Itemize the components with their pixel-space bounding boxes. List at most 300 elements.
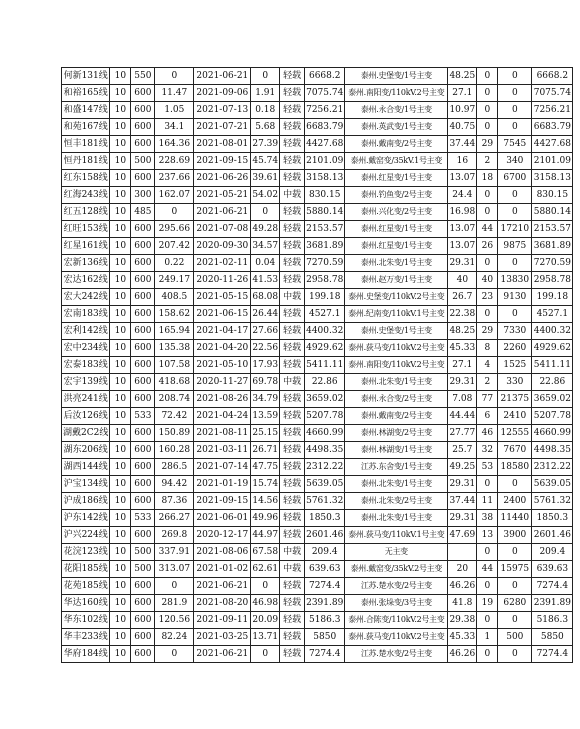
cell-line-name: 洪亮241线: [62, 391, 110, 408]
cell-count: 18: [477, 170, 498, 187]
table-row: [62, 306, 573, 323]
cell-substation-rate: 48.25: [448, 323, 477, 340]
cell-rated-capacity: 600: [131, 595, 155, 612]
cell-available: 3158.13: [532, 170, 573, 187]
cell-load-status: 轻载: [280, 102, 305, 119]
cell-rated-capacity: 600: [131, 136, 155, 153]
cell-load-status: 轻载: [280, 68, 305, 85]
cell-voltage: 10: [110, 442, 131, 459]
cell-count: 29: [477, 136, 498, 153]
cell-substation: 江苏.东舍变/1号主变: [345, 459, 448, 476]
cell-voltage: 10: [110, 153, 131, 170]
cell-count: 8: [477, 340, 498, 357]
cell-count: 13: [477, 527, 498, 544]
cell-load-status: 轻载: [280, 272, 305, 289]
cell-load-value: 94.42: [155, 476, 194, 493]
cell-substation: 泰州.红星变/1号主变: [345, 238, 448, 255]
cell-line-name: 恒丰181线: [62, 136, 110, 153]
cell-spare-capacity: 2101.09: [305, 153, 345, 170]
cell-available: 3681.89: [532, 238, 573, 255]
cell-substation: 泰州.合陈变/110kV.2号主变: [345, 612, 448, 629]
cell-capacity: 13830: [498, 272, 532, 289]
cell-substation: 泰州.永合变/2号主变: [345, 391, 448, 408]
cell-load-value: 313.07: [155, 561, 194, 578]
cell-date: 2021-01-19: [194, 476, 251, 493]
cell-date: 2021-08-20: [194, 595, 251, 612]
cell-date: 2021-05-10: [194, 357, 251, 374]
cell-spare-capacity: 3681.89: [305, 238, 345, 255]
cell-line-name: 和苑167线: [62, 119, 110, 136]
cell-capacity: 6280: [498, 595, 532, 612]
cell-substation: 泰州.北朱变/2号主变: [345, 493, 448, 510]
cell-spare-capacity: 639.63: [305, 561, 345, 578]
cell-capacity: 17210: [498, 221, 532, 238]
cell-load-value: 72.42: [155, 408, 194, 425]
cell-available: 5639.05: [532, 476, 573, 493]
cell-line-name: 后汝126线: [62, 408, 110, 425]
cell-rated-capacity: 550: [131, 68, 155, 85]
cell-substation: 泰州.北朱变/1号主变: [345, 255, 448, 272]
cell-line-name: 沪宝134线: [62, 476, 110, 493]
cell-load-rate: 34.57: [251, 238, 280, 255]
table-row: [62, 187, 573, 204]
cell-voltage: 10: [110, 544, 131, 561]
cell-substation-rate: 37.44: [448, 136, 477, 153]
cell-available: 6668.2: [532, 68, 573, 85]
cell-load-status: 轻载: [280, 629, 305, 646]
cell-available: 2391.89: [532, 595, 573, 612]
cell-substation: 泰州.荻马变/110kV.2号主变: [345, 629, 448, 646]
cell-load-rate: 1.91: [251, 85, 280, 102]
cell-rated-capacity: 600: [131, 646, 155, 663]
cell-substation: 泰州.永合变/1号主变: [345, 102, 448, 119]
cell-line-name: 沪东142线: [62, 510, 110, 527]
table-row: [62, 221, 573, 238]
cell-capacity: 21375: [498, 391, 532, 408]
cell-date: 2021-07-21: [194, 119, 251, 136]
cell-rated-capacity: 600: [131, 629, 155, 646]
cell-date: 2021-08-06: [194, 544, 251, 561]
cell-voltage: 10: [110, 221, 131, 238]
cell-load-value: 165.94: [155, 323, 194, 340]
cell-voltage: 10: [110, 408, 131, 425]
cell-substation-rate: [448, 544, 477, 561]
table-row: [62, 646, 573, 663]
table-row: [62, 85, 573, 102]
cell-load-status: 轻载: [280, 459, 305, 476]
cell-substation-rate: 25.7: [448, 442, 477, 459]
cell-substation-rate: 16: [448, 153, 477, 170]
cell-substation: 泰州.赵万变/1号主变: [345, 272, 448, 289]
cell-load-status: 轻载: [280, 323, 305, 340]
cell-voltage: 10: [110, 306, 131, 323]
cell-date: 2021-06-15: [194, 306, 251, 323]
cell-available: 4498.35: [532, 442, 573, 459]
cell-capacity: 2260: [498, 340, 532, 357]
cell-load-status: 轻载: [280, 510, 305, 527]
cell-count: 46: [477, 425, 498, 442]
cell-capacity: 7670: [498, 442, 532, 459]
cell-capacity: 0: [498, 187, 532, 204]
cell-line-name: 华丰233线: [62, 629, 110, 646]
cell-count: 26: [477, 238, 498, 255]
cell-count: 1: [477, 629, 498, 646]
cell-spare-capacity: 199.18: [305, 289, 345, 306]
cell-load-rate: 5.68: [251, 119, 280, 136]
cell-available: 2958.78: [532, 272, 573, 289]
cell-substation: 泰州.红星变/1号主变: [345, 221, 448, 238]
cell-available: 4929.62: [532, 340, 573, 357]
cell-date: 2021-01-02: [194, 561, 251, 578]
cell-voltage: 10: [110, 561, 131, 578]
cell-substation-rate: 13.07: [448, 221, 477, 238]
cell-line-name: 红东158线: [62, 170, 110, 187]
cell-rated-capacity: 600: [131, 85, 155, 102]
cell-line-name: 恒丹181线: [62, 153, 110, 170]
cell-rated-capacity: 600: [131, 323, 155, 340]
cell-line-name: 华达160线: [62, 595, 110, 612]
table-row: [62, 527, 573, 544]
cell-capacity: 2400: [498, 493, 532, 510]
table-row: [62, 340, 573, 357]
cell-rated-capacity: 533: [131, 408, 155, 425]
cell-available: 2153.57: [532, 221, 573, 238]
cell-rated-capacity: 485: [131, 204, 155, 221]
cell-substation-rate: 41.8: [448, 595, 477, 612]
cell-available: 4400.32: [532, 323, 573, 340]
cell-count: 0: [477, 306, 498, 323]
cell-line-name: 宏达162线: [62, 272, 110, 289]
cell-load-value: 237.66: [155, 170, 194, 187]
cell-date: 2021-06-21: [194, 204, 251, 221]
cell-line-name: 宏中234线: [62, 340, 110, 357]
cell-date: 2021-08-11: [194, 425, 251, 442]
cell-date: 2021-07-14: [194, 459, 251, 476]
cell-substation-rate: 13.07: [448, 170, 477, 187]
cell-count: 6: [477, 408, 498, 425]
table-row: [62, 102, 573, 119]
cell-spare-capacity: 1850.3: [305, 510, 345, 527]
cell-load-value: 162.07: [155, 187, 194, 204]
cell-substation: 无主变: [345, 544, 448, 561]
cell-load-value: 120.56: [155, 612, 194, 629]
table-row: [62, 408, 573, 425]
cell-capacity: 18580: [498, 459, 532, 476]
cell-spare-capacity: 209.4: [305, 544, 345, 561]
cell-spare-capacity: 2958.78: [305, 272, 345, 289]
cell-load-rate: 26.44: [251, 306, 280, 323]
cell-date: 2021-04-20: [194, 340, 251, 357]
cell-substation: 泰州.荻马变/110kV.2号主变: [345, 340, 448, 357]
table-row: [62, 493, 573, 510]
cell-substation-rate: 27.77: [448, 425, 477, 442]
cell-spare-capacity: 4527.1: [305, 306, 345, 323]
cell-capacity: 340: [498, 153, 532, 170]
cell-substation: 泰州.荻马变/110kV.1号主变: [345, 527, 448, 544]
table-row: [62, 204, 573, 221]
cell-rated-capacity: 600: [131, 221, 155, 238]
cell-substation: 泰州.史堡变/110kV.2号主变: [345, 289, 448, 306]
cell-capacity: 0: [498, 102, 532, 119]
cell-load-value: 295.66: [155, 221, 194, 238]
cell-date: 2021-09-06: [194, 85, 251, 102]
cell-available: 199.18: [532, 289, 573, 306]
cell-load-rate: 45.74: [251, 153, 280, 170]
cell-available: 6683.79: [532, 119, 573, 136]
cell-load-value: 0.22: [155, 255, 194, 272]
cell-voltage: 10: [110, 102, 131, 119]
cell-capacity: 0: [498, 646, 532, 663]
cell-capacity: 7330: [498, 323, 532, 340]
table-row: [62, 119, 573, 136]
cell-load-value: 337.91: [155, 544, 194, 561]
cell-voltage: 10: [110, 595, 131, 612]
cell-line-name: 宏泰183线: [62, 357, 110, 374]
cell-date: 2021-06-26: [194, 170, 251, 187]
cell-voltage: 10: [110, 204, 131, 221]
cell-substation-rate: 10.97: [448, 102, 477, 119]
cell-capacity: 500: [498, 629, 532, 646]
cell-voltage: 10: [110, 578, 131, 595]
cell-load-rate: 26.71: [251, 442, 280, 459]
cell-available: 7274.4: [532, 578, 573, 595]
cell-voltage: 10: [110, 119, 131, 136]
cell-available: 639.63: [532, 561, 573, 578]
cell-count: 23: [477, 289, 498, 306]
cell-line-name: 红五128线: [62, 204, 110, 221]
cell-substation: 泰州.北朱变/1号主变: [345, 510, 448, 527]
cell-load-value: 249.17: [155, 272, 194, 289]
cell-load-status: 中载: [280, 544, 305, 561]
cell-substation-rate: 26.7: [448, 289, 477, 306]
cell-rated-capacity: 500: [131, 544, 155, 561]
cell-date: 2021-07-08: [194, 221, 251, 238]
cell-load-status: 轻载: [280, 85, 305, 102]
cell-voltage: 10: [110, 459, 131, 476]
cell-count: 4: [477, 357, 498, 374]
cell-load-rate: 67.58: [251, 544, 280, 561]
cell-load-value: 158.62: [155, 306, 194, 323]
cell-substation: 泰州.张垛变/3号主变: [345, 595, 448, 612]
cell-capacity: 0: [498, 476, 532, 493]
cell-capacity: 2410: [498, 408, 532, 425]
cell-spare-capacity: 830.15: [305, 187, 345, 204]
cell-date: 2021-03-11: [194, 442, 251, 459]
table-row: [62, 425, 573, 442]
table-row: [62, 153, 573, 170]
cell-voltage: 10: [110, 187, 131, 204]
cell-substation: 泰州.林湖变/1号主变: [345, 442, 448, 459]
cell-count: 0: [477, 544, 498, 561]
cell-load-value: 281.9: [155, 595, 194, 612]
cell-voltage: 10: [110, 510, 131, 527]
cell-load-status: 轻载: [280, 595, 305, 612]
cell-substation-rate: 45.33: [448, 629, 477, 646]
cell-spare-capacity: 22.86: [305, 374, 345, 391]
cell-load-rate: 68.08: [251, 289, 280, 306]
cell-spare-capacity: 4929.62: [305, 340, 345, 357]
cell-date: 2021-05-21: [194, 187, 251, 204]
cell-voltage: 10: [110, 323, 131, 340]
cell-voltage: 10: [110, 476, 131, 493]
cell-count: 2: [477, 374, 498, 391]
cell-load-value: 107.58: [155, 357, 194, 374]
cell-load-value: 34.1: [155, 119, 194, 136]
cell-capacity: 15975: [498, 561, 532, 578]
cell-date: 2021-06-21: [194, 68, 251, 85]
cell-substation: 泰州.林湖变/2号主变: [345, 425, 448, 442]
cell-voltage: 10: [110, 255, 131, 272]
cell-voltage: 10: [110, 527, 131, 544]
cell-load-rate: 0: [251, 68, 280, 85]
cell-spare-capacity: 3659.02: [305, 391, 345, 408]
cell-rated-capacity: 600: [131, 442, 155, 459]
cell-load-value: 408.5: [155, 289, 194, 306]
cell-available: 5186.3: [532, 612, 573, 629]
cell-date: 2021-08-01: [194, 136, 251, 153]
cell-load-rate: 15.74: [251, 476, 280, 493]
cell-line-name: 和裕165线: [62, 85, 110, 102]
cell-load-rate: 14.56: [251, 493, 280, 510]
cell-load-status: 中载: [280, 374, 305, 391]
cell-capacity: 1525: [498, 357, 532, 374]
cell-count: 40: [477, 272, 498, 289]
cell-capacity: 11440: [498, 510, 532, 527]
cell-voltage: 10: [110, 68, 131, 85]
cell-substation: 泰州.兴化变/2号主变: [345, 204, 448, 221]
cell-substation: 泰州.英武变/1号主变: [345, 119, 448, 136]
cell-line-name: 红旺153线: [62, 221, 110, 238]
cell-substation: 江苏.楚水变/2号主变: [345, 646, 448, 663]
table-row: [62, 289, 573, 306]
cell-rated-capacity: 533: [131, 510, 155, 527]
cell-line-name: 华东102线: [62, 612, 110, 629]
cell-substation-rate: 37.44: [448, 493, 477, 510]
cell-count: 77: [477, 391, 498, 408]
cell-capacity: 3900: [498, 527, 532, 544]
cell-load-value: 418.68: [155, 374, 194, 391]
cell-count: 2: [477, 153, 498, 170]
cell-load-value: 208.74: [155, 391, 194, 408]
cell-spare-capacity: 2391.89: [305, 595, 345, 612]
table-row: [62, 595, 573, 612]
cell-load-rate: 0: [251, 646, 280, 663]
cell-load-status: 轻载: [280, 255, 305, 272]
cell-load-status: 轻载: [280, 408, 305, 425]
cell-substation-rate: 29.38: [448, 612, 477, 629]
table-row: [62, 323, 573, 340]
cell-available: 5880.14: [532, 204, 573, 221]
cell-capacity: 0: [498, 306, 532, 323]
cell-substation: 泰州.北朱变/1号主变: [345, 476, 448, 493]
cell-capacity: 0: [498, 612, 532, 629]
cell-substation: 泰州.红星变/1号主变: [345, 170, 448, 187]
cell-capacity: 0: [498, 255, 532, 272]
cell-substation-rate: 29.31: [448, 374, 477, 391]
cell-count: 0: [477, 204, 498, 221]
cell-rated-capacity: 600: [131, 527, 155, 544]
cell-rated-capacity: 600: [131, 340, 155, 357]
cell-voltage: 10: [110, 374, 131, 391]
cell-substation: 泰州.戴南变/2号主变: [345, 408, 448, 425]
cell-voltage: 10: [110, 85, 131, 102]
cell-rated-capacity: 600: [131, 578, 155, 595]
cell-date: 2021-08-26: [194, 391, 251, 408]
cell-load-rate: 54.02: [251, 187, 280, 204]
cell-load-status: 轻载: [280, 357, 305, 374]
cell-line-name: 红星161线: [62, 238, 110, 255]
cell-load-status: 轻载: [280, 306, 305, 323]
cell-date: 2021-03-25: [194, 629, 251, 646]
cell-available: 5411.11: [532, 357, 573, 374]
cell-line-name: 宏大242线: [62, 289, 110, 306]
cell-substation: 泰州.史堡变/1号主变: [345, 323, 448, 340]
cell-substation-rate: 20: [448, 561, 477, 578]
cell-spare-capacity: 3158.13: [305, 170, 345, 187]
cell-spare-capacity: 5850: [305, 629, 345, 646]
cell-spare-capacity: 7274.4: [305, 578, 345, 595]
cell-date: 2021-06-01: [194, 510, 251, 527]
cell-load-rate: 41.53: [251, 272, 280, 289]
cell-available: 7274.4: [532, 646, 573, 663]
cell-count: 19: [477, 595, 498, 612]
cell-load-status: 轻载: [280, 442, 305, 459]
cell-load-rate: 44.97: [251, 527, 280, 544]
cell-available: 4527.1: [532, 306, 573, 323]
cell-count: 53: [477, 459, 498, 476]
cell-count: 0: [477, 102, 498, 119]
cell-substation-rate: 48.25: [448, 68, 477, 85]
cell-date: 2021-05-15: [194, 289, 251, 306]
cell-spare-capacity: 6668.2: [305, 68, 345, 85]
table-row: [62, 442, 573, 459]
cell-line-name: 花浣123线: [62, 544, 110, 561]
cell-load-rate: 13.59: [251, 408, 280, 425]
cell-load-status: 轻载: [280, 476, 305, 493]
table-row: [62, 578, 573, 595]
data-table: [61, 67, 573, 663]
cell-load-status: 轻载: [280, 493, 305, 510]
cell-line-name: 沪兴224线: [62, 527, 110, 544]
table-row: [62, 629, 573, 646]
cell-spare-capacity: 6683.79: [305, 119, 345, 136]
table-row: [62, 459, 573, 476]
cell-rated-capacity: 600: [131, 255, 155, 272]
cell-available: 4427.68: [532, 136, 573, 153]
cell-load-rate: 27.66: [251, 323, 280, 340]
cell-load-status: 轻载: [280, 221, 305, 238]
cell-count: 0: [477, 119, 498, 136]
cell-load-value: 82.24: [155, 629, 194, 646]
cell-available: 5761.32: [532, 493, 573, 510]
cell-substation: 泰州.纪南变/110kV.1号主变: [345, 306, 448, 323]
cell-substation-rate: 40: [448, 272, 477, 289]
cell-line-name: 花苑185线: [62, 578, 110, 595]
cell-substation-rate: 45.33: [448, 340, 477, 357]
cell-available: 7256.21: [532, 102, 573, 119]
cell-load-rate: 0.18: [251, 102, 280, 119]
cell-rated-capacity: 500: [131, 561, 155, 578]
cell-count: 0: [477, 646, 498, 663]
cell-date: 2021-04-17: [194, 323, 251, 340]
cell-load-rate: 0.04: [251, 255, 280, 272]
table-row: [62, 391, 573, 408]
cell-spare-capacity: 2312.22: [305, 459, 345, 476]
table-row: [62, 510, 573, 527]
cell-substation-rate: 46.26: [448, 578, 477, 595]
cell-capacity: 0: [498, 119, 532, 136]
cell-voltage: 10: [110, 272, 131, 289]
